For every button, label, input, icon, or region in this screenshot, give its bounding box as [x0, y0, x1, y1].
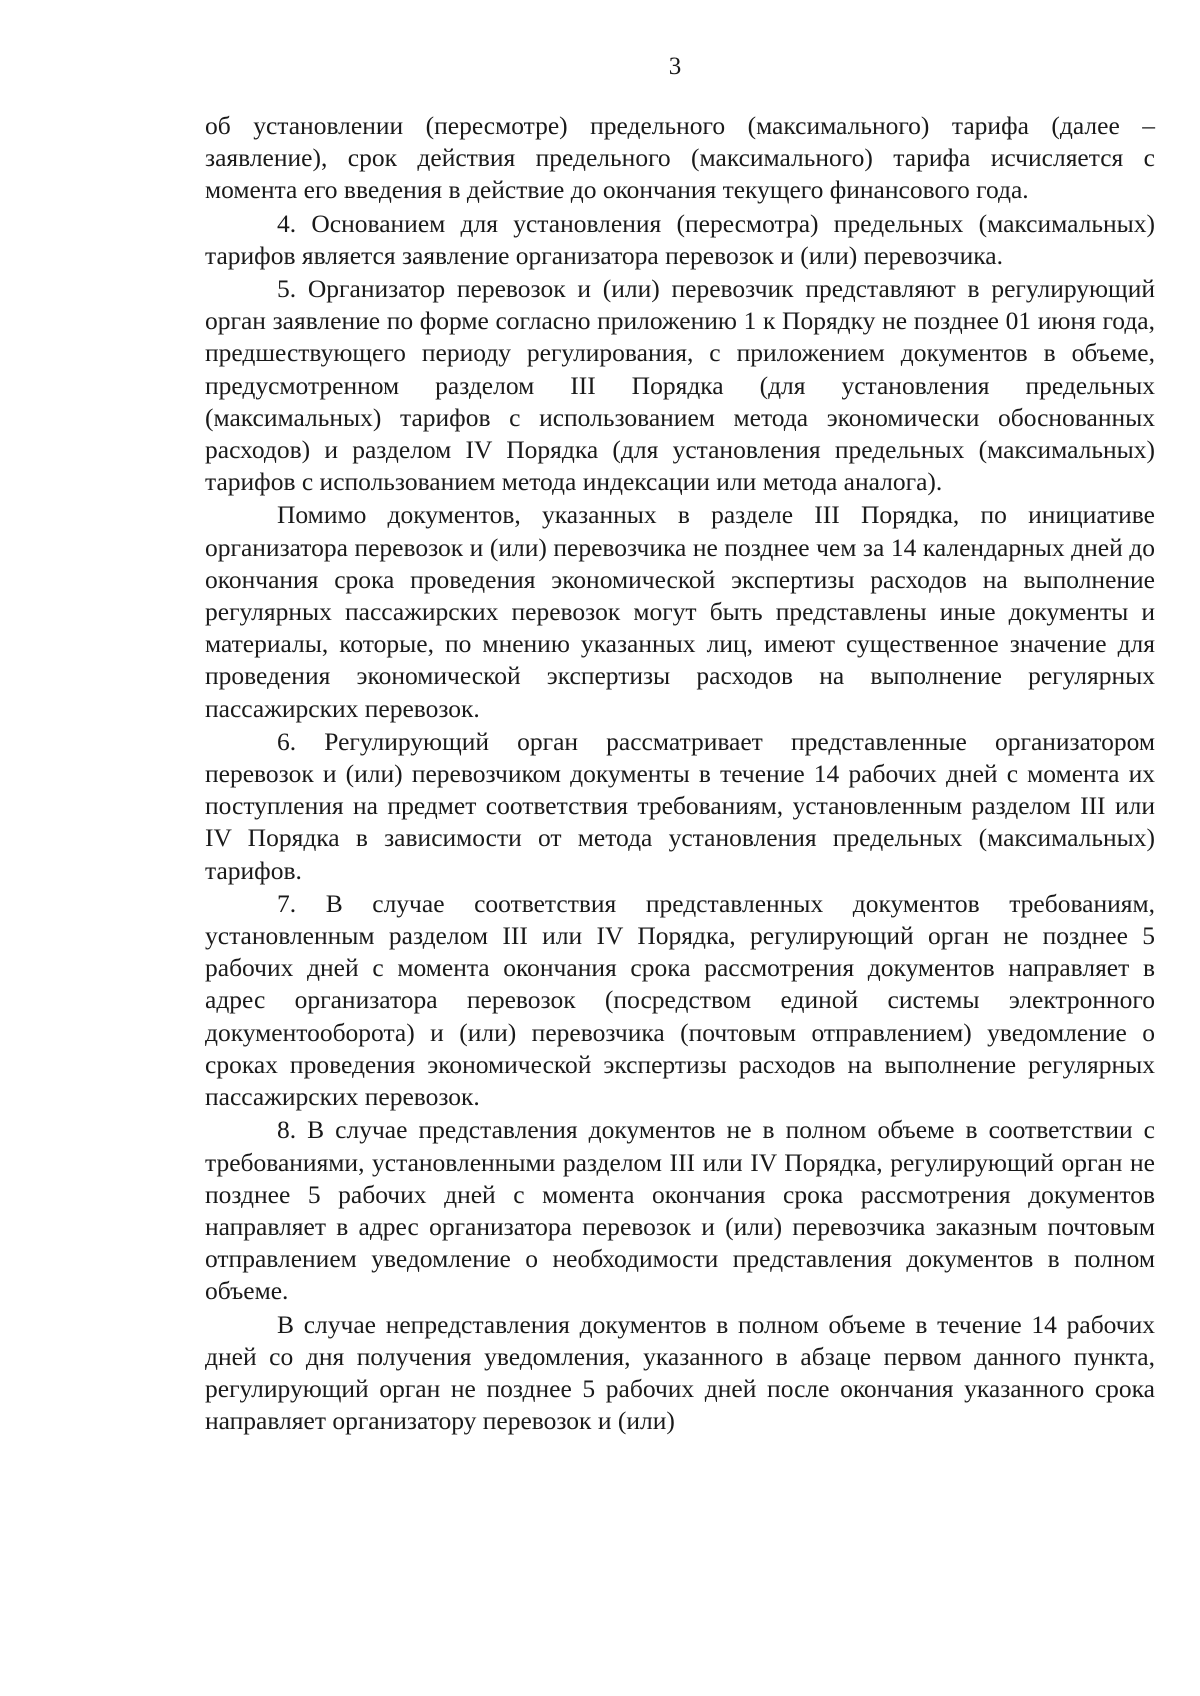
paragraph-item-8: 8. В случае представления документов не в полном объеме в соответствии с требованиями, установленными разделом III или IV Порядка, регулирующий орган не позднее 5 рабочих дней с момента окончания срока рассмотрения документов направляет в адрес организатора перевозок и (или) перевозчика заказным почтовым отправлением уведомление о необходимости представления документов в полном объеме.: [205, 1115, 1155, 1306]
page-number: 3: [668, 53, 682, 80]
paragraph-item-5: 5. Организатор перевозок и (или) перевозчик представляют в регулирующий орган заявление по форме согласно приложению 1 к Порядку не позднее 01 июня года, предшествующего периоду регулирования, с приложением документов в объеме, предусмотренном разделом III Порядка (для установления предельных (максимальных) тарифов с использованием метода экономически обоснованных расходов) и разделом IV Порядка (для установления предельных (максимальных) тарифов с использованием метода индексации или метода аналога).: [205, 274, 1155, 497]
paragraph-item-8-non-submission: В случае непредставления документов в полном объеме в течение 14 рабочих дней со дня получения уведомления, указанного в абзаце первом данного пункта, регулирующий орган не позднее 5 рабочих дней после окончания указанного срока направляет организатору перевозок и (или): [205, 1309, 1155, 1436]
paragraph-item-4: 4. Основанием для установления (пересмотра) предельных (максимальных) тарифов является заявление организатора перевозок и (или) перевозчика.: [205, 208, 1155, 270]
paragraph-item-7: 7. В случае соответствия представленных документов требованиям, установленным разделом III или IV Порядка, регулирующий орган не позднее 5 рабочих дней с момента окончания срока рассмотрения документов направляет в адрес организатора перевозок (посредством единой системы электронного документооборота) и (или) перевозчика (почтовым отправлением) уведомление о сроках проведения экономической экспертизы расходов на выполнение регулярных пассажирских перевозок.: [205, 888, 1155, 1112]
paragraph-continuation: об установлении (пересмотре) предельного (максимального) тарифа (далее – заявление), срок действия предельного (максимального) тарифа исчисляется с момента его введения в действие до окончания текущего финансового года.: [205, 111, 1155, 205]
document-body: [205, 110, 1155, 1437]
paragraph-item-6: 6. Регулирующий орган рассматривает представленные организатором перевозок и (или) перевозчиком документы в течение 14 рабочих дней с момента их поступления на предмет соответствия требованиям, установленным разделом III или IV Порядка в зависимости от метода установления предельных (максимальных) тарифов.: [205, 726, 1155, 885]
paragraph-item-5-additional-documents: Помимо документов, указанных в разделе III Порядка, по инициативе организатора перевозок и (или) перевозчика не позднее чем за 14 календарных дней до окончания срока проведения экономической экспертизы расходов на выполнение регулярных пассажирских перевозок могут быть представлены иные документы и материалы, которые, по мнению указанных лиц, имеют существенное значение для проведения экономической экспертизы расходов на выполнение регулярных пассажирских перевозок.: [205, 500, 1155, 723]
